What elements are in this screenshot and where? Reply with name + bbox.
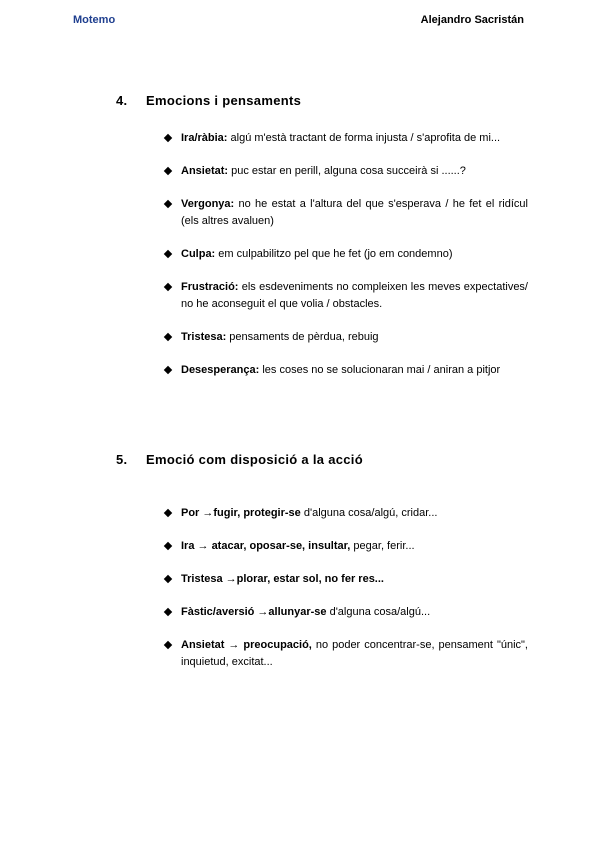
item-term: Desesperança: [181,364,260,376]
item-term: Ira → atacar, oposar-se, insultar, [181,540,351,552]
diamond-bullet-icon [164,366,172,374]
header-left-title: Motemo [73,14,116,26]
item-term: Ansietat → preocupació, [181,639,312,651]
item-term: Culpa: [181,248,216,260]
item-text: els esdeveniments no compleixen les meves expectatives/ no he aconseguit el que volia / obstacles. [181,281,528,310]
item-text: pegar, ferir... [350,540,415,552]
diamond-bullet-icon [164,333,172,341]
item-term: Por →fugir, protegir-se [181,507,301,519]
item-text: no poder concentrar-se, pensament "únic", inquietud, excitat... [181,639,528,668]
list-item [165,505,528,522]
item-term: Tristesa: [181,331,227,343]
item-text: les coses no se solucionaran mai / aniran a pitjor [259,364,501,376]
section-title: Emoció com disposició a la acció [146,452,363,467]
list-item [165,279,528,313]
list-item [165,246,528,263]
list-item [165,538,528,555]
section-heading [116,452,363,467]
item-term: Vergonya: [181,198,235,210]
item-term: Frustració: [181,281,239,293]
section-number: 4. [116,93,128,108]
section-number: 5. [116,452,128,467]
item-term: Tristesa →plorar, estar sol, no fer res... [181,573,384,585]
list-item [165,637,528,671]
item-text: algú m'està tractant de forma injusta / s'aprofita de mi... [227,132,501,144]
section-heading [116,93,301,108]
item-text: d'alguna cosa/algú... [326,606,431,618]
item-term: Fàstic/aversió →allunyar-se [181,606,327,618]
item-text: no he estat a l'altura del que s'esperava / he fet el ridícul (els altres avaluen) [181,198,528,227]
header-author: Alejandro Sacristán [420,14,524,26]
list-item [165,604,528,621]
item-term: Ira/ràbia: [181,132,228,144]
diamond-bullet-icon [164,283,172,291]
section-title: Emocions i pensaments [146,93,302,108]
item-text: d'alguna cosa/algú, cridar... [300,507,438,519]
diamond-bullet-icon [164,200,172,208]
list-item [165,130,528,147]
diamond-bullet-icon [164,608,172,616]
list-item [165,163,528,180]
list-item [165,571,528,588]
list-item [165,362,528,379]
bullet-list [165,505,528,687]
item-text: puc estar en perill, alguna cosa succeirà si ......? [228,165,466,177]
item-text: em culpabilitzo pel que he fet (jo em condemno) [215,248,453,260]
list-item [165,196,528,230]
diamond-bullet-icon [164,542,172,550]
diamond-bullet-icon [164,134,172,142]
diamond-bullet-icon [164,575,172,583]
bullet-list [165,130,528,395]
diamond-bullet-icon [164,250,172,258]
item-text: pensaments de pèrdua, rebuig [226,331,379,343]
item-term: Ansietat: [181,165,229,177]
list-item [165,329,528,346]
diamond-bullet-icon [164,641,172,649]
diamond-bullet-icon [164,509,172,517]
diamond-bullet-icon [164,167,172,175]
